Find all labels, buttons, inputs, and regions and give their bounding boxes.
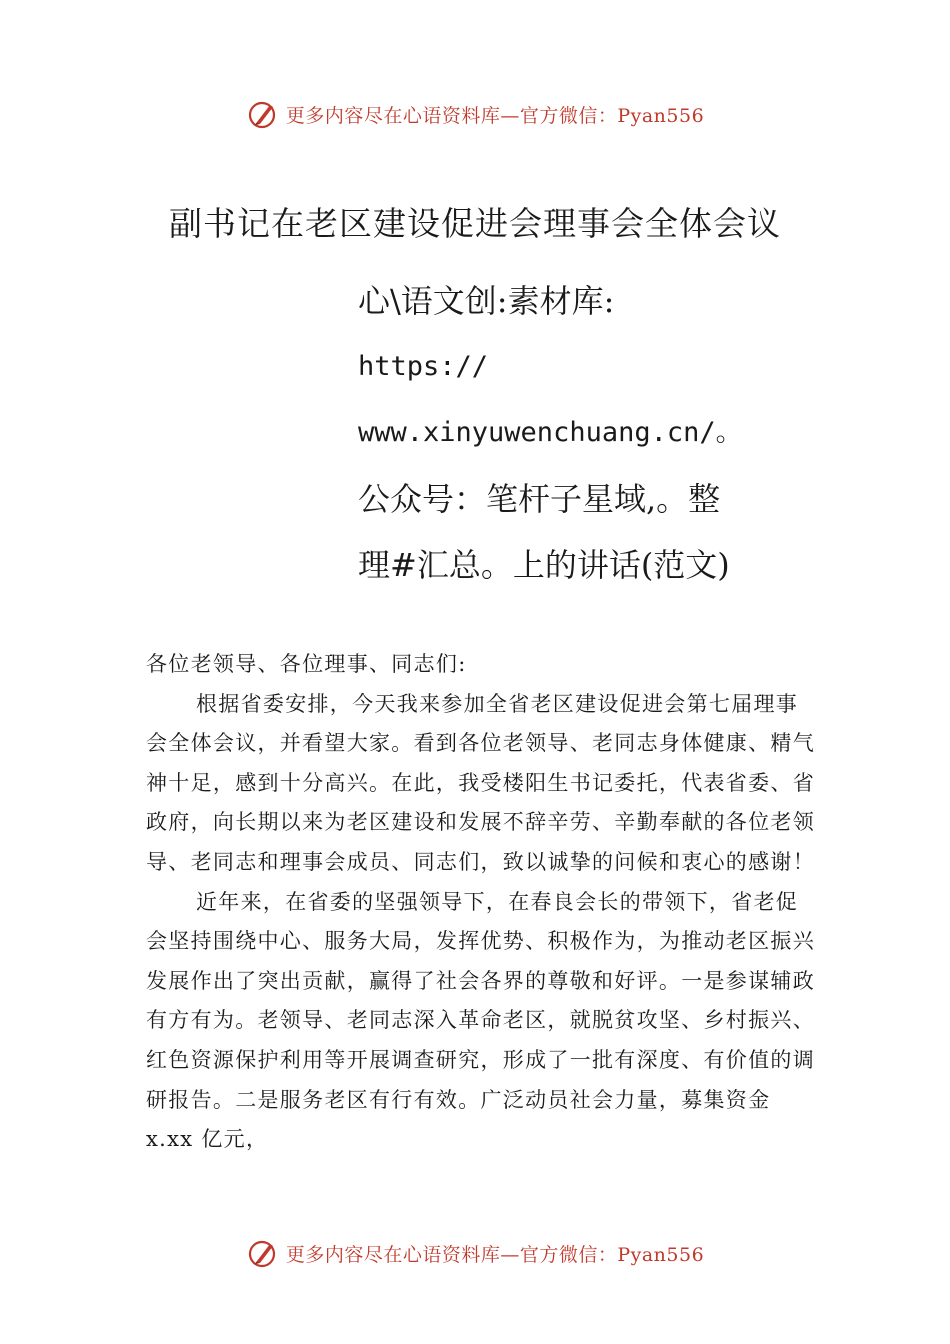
footer-banner (0, 1233, 950, 1273)
title-line: 公众号：笔杆子星域,。整 (358, 480, 721, 518)
title-line: 心\语文创:素材库: (358, 282, 615, 320)
pen-logo-icon (246, 98, 278, 130)
title-continuation (358, 268, 798, 598)
title-line: www.xinyuwenchuang.cn/。 (358, 417, 743, 448)
header-banner-text: 更多内容尽在心语资料库—官方微信：Pyan556 (285, 104, 705, 127)
document-title: 副书记在老区建设促进会理事会全体会议 (169, 204, 781, 243)
header-banner (0, 94, 950, 134)
body-paragraph: 近年来，在省委的坚强领导下，在春良会长的带领下，省老促会坚持围绕中心、服务大局，发挥优势、积极作为，为推动老区振兴发展作出了突出贡献，赢得了社会各界的尊敬和好评。一是参谋辅政有方有为。老领导、老同志深入革命老区，就脱贫攻坚、乡村振兴、红色资源保护利用等开展调查研究，形成了一批有深度、有价值的调研报告。二是服务老区有行有效。广泛动员社会力量，募集资金 x.xx 亿元， (146, 889, 815, 1152)
footer-banner-text: 更多内容尽在心语资料库—官方微信：Pyan556 (285, 1243, 705, 1266)
body-paragraph: 根据省委安排，今天我来参加全省老区建设促进会第七届理事会全体会议，并看望大家。看到各位老领导、老同志身体健康、精气神十足，感到十分高兴。在此，我受楼阳生书记委托，代表省委、省政府，向长期以来为老区建设和发展不辞辛劳、辛勤奉献的各位老领导、老同志和理事会成员、同志们，致以诚挚的问候和衷心的感谢！ (146, 691, 815, 874)
salutation: 各位老领导、各位理事、同志们: (146, 652, 467, 676)
title-line: https:// (358, 351, 489, 382)
title-line: 理#汇总。上的讲话(范文) (358, 546, 730, 584)
document-body (146, 645, 816, 1160)
pen-logo-icon (246, 1237, 278, 1269)
